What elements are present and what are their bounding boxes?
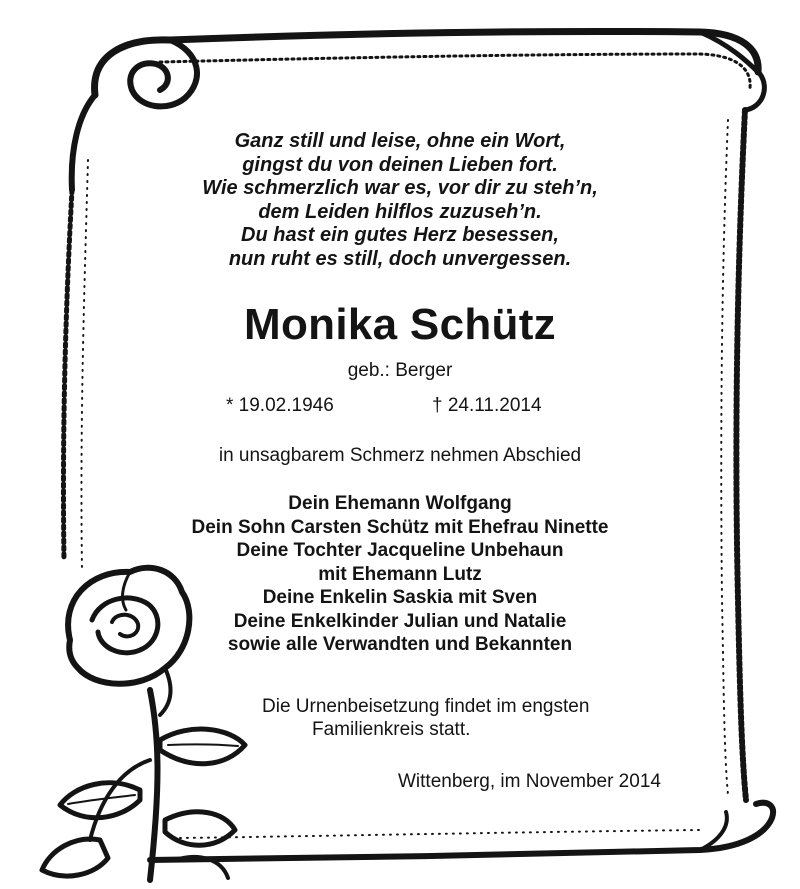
poem-line: Du hast ein gutes Herz besessen, <box>241 224 559 246</box>
mourner-line: mit Ehemann Lutz <box>318 563 482 585</box>
poem-line: gingst du von deinen Lieben fort. <box>242 153 558 176</box>
mourner-line: Deine Enkelin Saskia mit Sven <box>262 587 538 608</box>
mourner-line: sowie alle Verwandten und Bekannten <box>227 634 573 655</box>
mourners-list <box>0 492 800 657</box>
mourner-line: Dein Sohn Carsten Schütz mit Ehefrau Ninette <box>191 516 609 538</box>
mourner-line: Deine Tochter Jacqueline Unbehaun <box>236 540 564 561</box>
poem-line: Wie schmerzlich war es, vor dir zu steh’n, <box>202 177 598 199</box>
poem-line: dem Leiden hilflos zuzuseh’n. <box>258 200 542 223</box>
mourner-line: Deine Enkelkinder Julian und Natalie <box>233 610 567 632</box>
farewell-line: in unsagbarem Schmerz nehmen Abschied <box>218 445 582 466</box>
place-date: Wittenberg, im November 2014 <box>398 771 661 792</box>
death-date: † 24.11.2014 <box>432 395 542 416</box>
life-dates <box>0 395 800 421</box>
burial-note-line-1: Die Urnenbeisetzung findet im engsten <box>262 696 590 717</box>
poem-line: Ganz still und leise, ohne ein Wort, <box>234 130 566 152</box>
birth-date: * 19.02.1946 <box>226 395 334 416</box>
deceased-name: Monika Schütz <box>244 300 556 349</box>
burial-note-line-2: Familienkreis statt. <box>312 719 471 740</box>
mourner-line: Dein Ehemann Wolfgang <box>288 493 512 514</box>
poem <box>0 130 800 271</box>
maiden-name: geb.: Berger <box>347 360 453 381</box>
poem-line: nun ruht es still, doch unvergessen. <box>228 247 572 270</box>
